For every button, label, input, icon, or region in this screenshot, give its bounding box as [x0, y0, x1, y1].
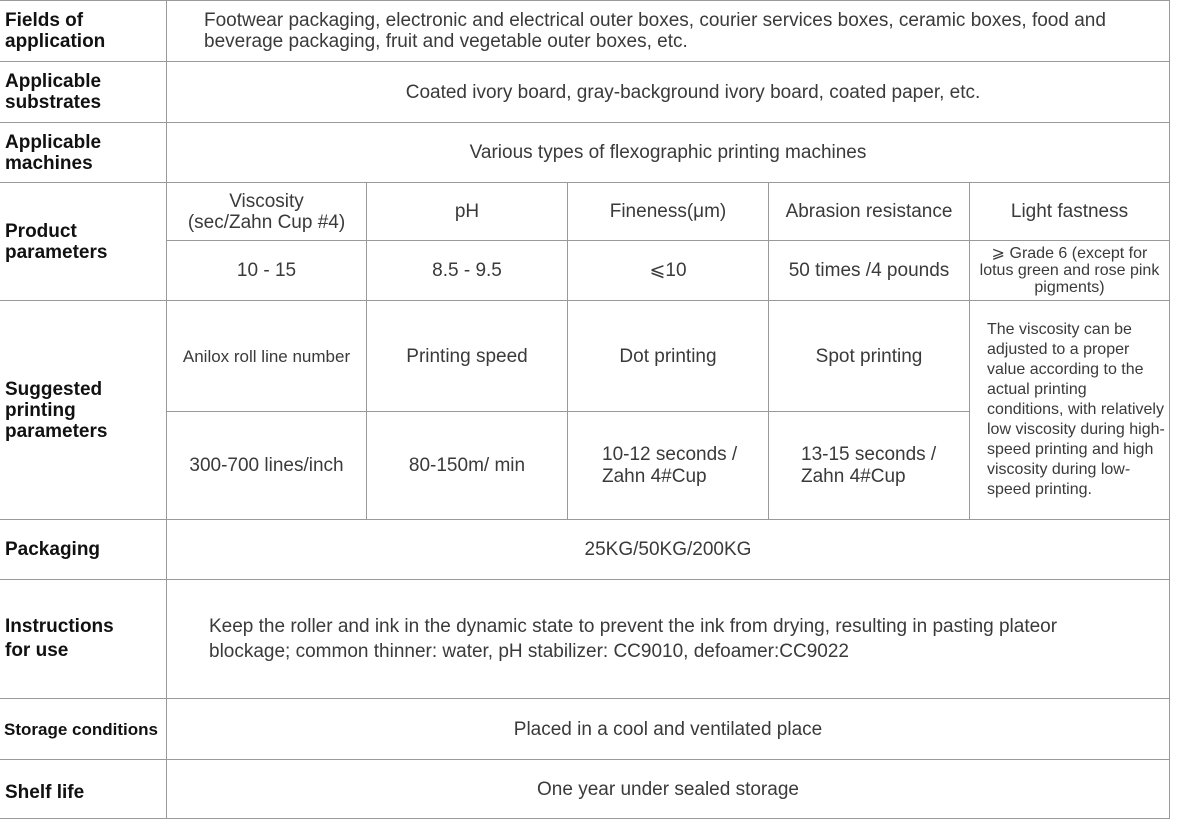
header-fineness: Fineness(μm)	[609, 201, 727, 222]
value-light-fastness: ⩾ Grade 6 (except for lotus green and rose pink pigments)	[979, 245, 1160, 296]
value-ph: 8.5 - 9.5	[432, 260, 502, 281]
row-divider	[0, 818, 1170, 819]
value-fields-of-application: Footwear packaging, electronic and electrical outer boxes, courier services boxes, ceramic boxes, food and beverage packaging, fruit and vegetable outer boxes, etc.	[204, 10, 1106, 52]
header-dot-printing: Dot printing	[619, 345, 717, 367]
value-viscosity-note: The viscosity can be adjusted to a proper value according to the actual printing conditions, with relatively low viscosity during high-speed printing and high viscosity during low-speed printing.	[987, 321, 1165, 498]
label-packaging: Packaging	[5, 539, 101, 560]
value-applicable-machines: Various types of flexographic printing machines	[469, 142, 867, 163]
value-packaging: 25KG/50KG/200KG	[584, 539, 752, 560]
label-applicable-substrates: Applicable substrates	[5, 71, 102, 113]
value-dot-printing: 10-12 seconds / Zahn 4#Cup	[602, 443, 738, 487]
header-abrasion-resistance: Abrasion resistance	[785, 201, 953, 222]
label-instructions-for-use: Instructions for use	[5, 616, 114, 661]
header-anilox-roll-line-number: Anilox roll line number	[182, 346, 351, 366]
value-instructions-for-use: Keep the roller and ink in the dynamic state to prevent the ink from drying, resulting in pasting plateor blockage; common thinner: water, pH stabilizer: CC9010, defoamer:CC9022	[209, 616, 1058, 662]
value-shelf-life: One year under sealed storage	[537, 778, 799, 800]
header-viscosity: Viscosity (sec/Zahn Cup #4)	[187, 190, 346, 233]
value-spot-printing: 13-15 seconds / Zahn 4#Cup	[801, 443, 937, 487]
label-product-parameters: Product parameters	[5, 220, 108, 263]
value-storage-conditions: Placed in a cool and ventilated place	[513, 718, 823, 740]
label-applicable-machines: Applicable machines	[5, 131, 102, 174]
value-anilox-roll-line-number: 300-700 lines/inch	[189, 455, 344, 476]
header-ph: pH	[454, 201, 480, 222]
label-suggested-printing-parameters: Suggested printing parameters	[5, 378, 108, 442]
value-abrasion-resistance: 50 times /4 pounds	[788, 260, 950, 281]
value-viscosity: 10 - 15	[236, 260, 297, 281]
label-fields-of-application: Fields of application	[5, 10, 106, 52]
label-storage-conditions: Storage conditions	[4, 719, 158, 739]
value-applicable-substrates: Coated ivory board, gray-background ivory board, coated paper, etc.	[405, 81, 981, 103]
header-printing-speed: Printing speed	[406, 345, 528, 367]
table-right-edge	[1169, 0, 1170, 819]
label-shelf-life: Shelf life	[5, 781, 85, 803]
value-printing-speed: 80-150m/ min	[408, 455, 526, 476]
header-spot-printing: Spot printing	[815, 345, 923, 367]
header-light-fastness: Light fastness	[1010, 201, 1129, 222]
value-fineness: ⩽10	[649, 260, 687, 281]
